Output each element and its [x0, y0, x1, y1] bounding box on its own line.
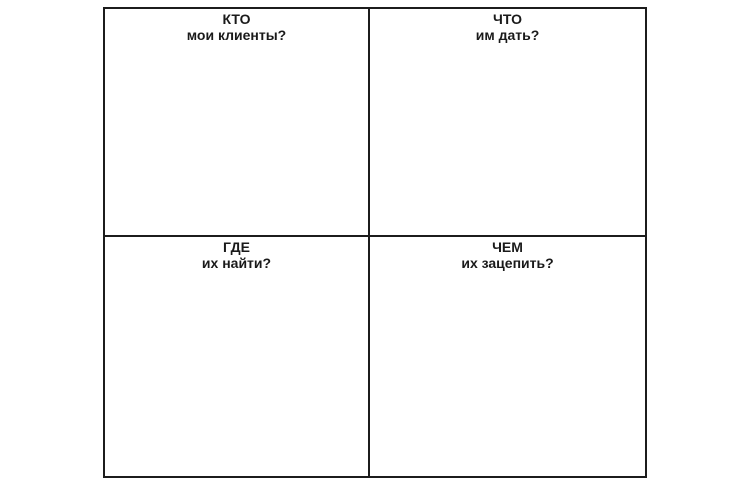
- quadrant-hook: [370, 237, 645, 476]
- quadrant-hook-subtitle: их зацепить?: [461, 255, 554, 271]
- quadrant-where-title: ГДЕ: [223, 239, 250, 255]
- quadrant-what: [370, 9, 645, 237]
- quadrant-who-subtitle: мои клиенты?: [186, 27, 287, 43]
- quadrant-what-title: ЧТО: [493, 11, 522, 27]
- quadrant-hook-title: ЧЕМ: [492, 239, 523, 255]
- quadrant-where: [105, 237, 370, 476]
- quadrant-grid: [103, 7, 647, 478]
- quadrant-where-subtitle: их найти?: [201, 255, 272, 271]
- quadrant-who-title: КТО: [222, 11, 251, 27]
- quadrant-who: [105, 9, 370, 237]
- quadrant-what-subtitle: им дать?: [475, 27, 540, 43]
